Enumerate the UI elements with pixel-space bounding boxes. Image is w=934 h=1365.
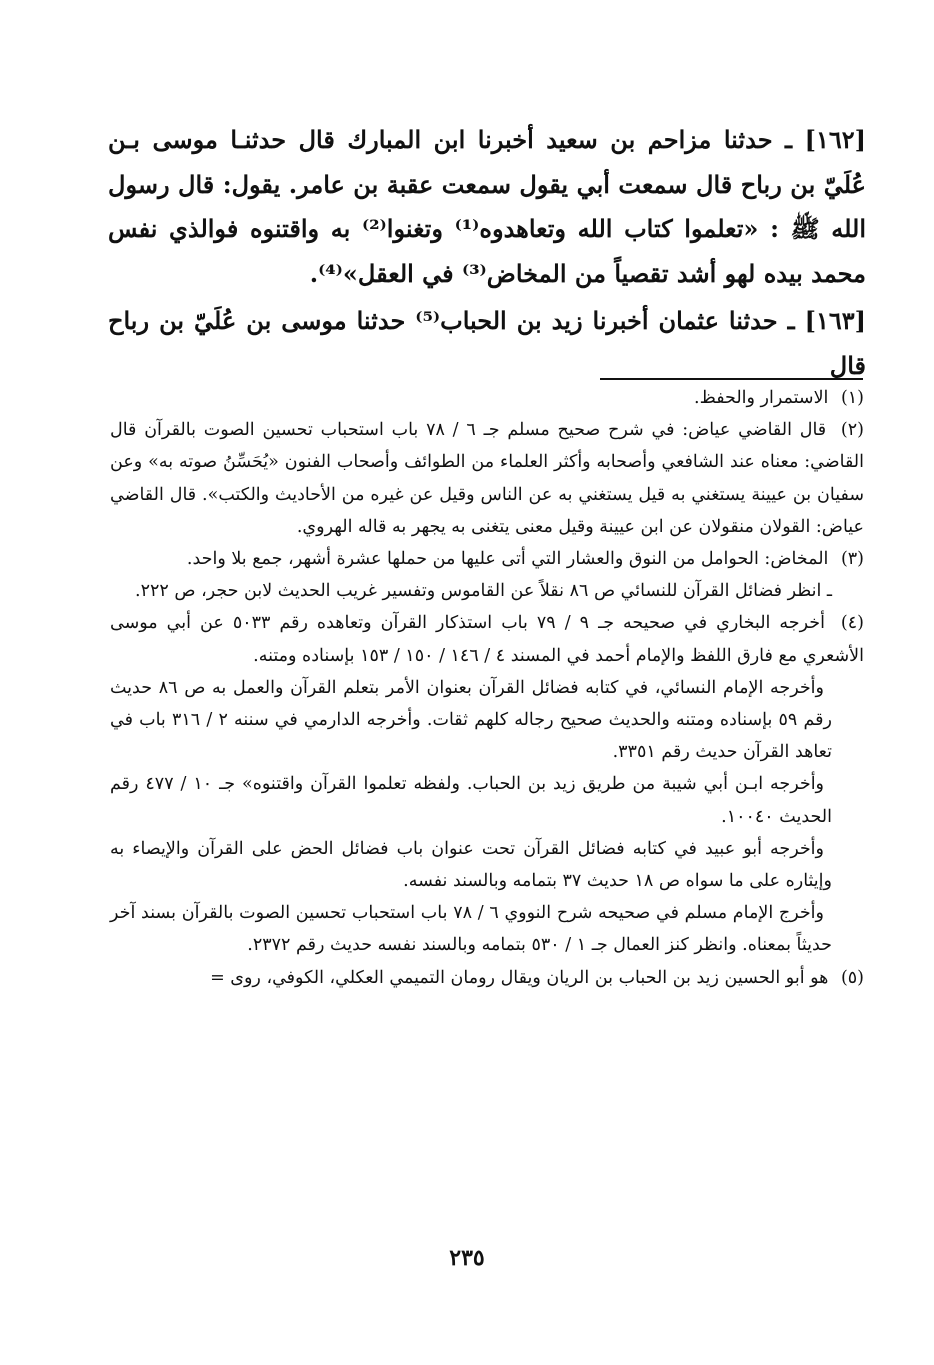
footnote-4-paragraph: وأخرجه أبو عبيد في كتابه فضائل القرآن تحت عنوان باب فضائل الحض على القرآن والإيصاء به وإيثاره على ما سواه ص ١٨ حديث ٣٧ بتمامه وبالسند نفسه.: [110, 838, 832, 892]
main-text: [108, 118, 866, 388]
footnote-separator: [600, 378, 863, 380]
footnote-4-paragraph: وأخرجه ابـن أبي شيبة من طريق زيد بن الحباب. ولفظه تعلموا القرآن واقتنوه» جـ ١٠ / ٤٧٧ رقم الحديث ١٠٠٤٠.: [110, 774, 832, 827]
footnote-text: قال القاضي عياض: في شرح صحيح مسلم جـ ٦ / ٧٨ باب استحباب تحسين الصوت بالقرآن قال القاضي: معناه عند الشافعي وأصحابه وأكثر العلماء من الطوائف وأصحاب الفنون «يُحَسِّنُ صوته به» وعن سفيان بن عيينة يستغني به قيل يستغني به عن الناس وقيل عن غيره من الأحاديث والكتب». قال القاضي عياض: القولان منقولان عن ابن عيينة وقيل معنى يتغنى به يجهر به قاله الهروي.: [110, 420, 864, 537]
footnote-3: [110, 543, 864, 575]
footnote-marker: (٥): [840, 967, 864, 988]
hadith-text: ـ حدثنا مزاحم بن سعيد أخبرنا ابن المبارك قال حدثنـا موسى بـن عُلَيّ بن رباح قال سمعت أبي يقول سمعت عقبة بن عامر. يقول: قال رسول الله ﷺ : «تعلموا كتاب الله وتعاهدوه⁽¹⁾ وتغنوا⁽²⁾ به واقتنوه فوالذي نفس محمد بيده لهو أشد تقصياً من المخاض⁽³⁾ في العقل»⁽⁴⁾.: [108, 125, 867, 288]
page-number: ٢٣٥: [449, 1245, 485, 1271]
footnote-4-paragraph: وأخرج الإمام مسلم في صحيحه شرح النووي ٦ / ٧٨ باب استحباب تحسين الصوت بالقرآن بسند آخر حديثاً بمعناه. وانظر كنز العمال جـ ١ / ٥٣٠ بتمامه وبالسند نفسه حديث رقم ٢٣٧٢.: [110, 903, 832, 956]
hadith-text: ـ حدثنا عثمان أخبرنا زيد بن الحباب⁽⁵⁾ حدثنا موسى بن عُلَيّ بن رباح قال: [108, 306, 866, 380]
hadith-number: [١٦٢]: [804, 125, 867, 154]
footnote-4-paragraph: وأخرجه الإمام النسائي، في كتابه فضائل القرآن بعنوان الأمر بتعلم القرآن والعمل به ص ٨٦ حديث رقم ٥٩ بإسناده ومتنه والحديث صحيح رجاله كلهم ثقات. وأخرجه الدارمي في سننه ٢ / ٣١٦ باب في تعاهد القرآن حديث رقم ٣٣٥١.: [110, 677, 832, 763]
hadith-163: [108, 299, 866, 388]
hadith-number: [١٦٣]: [804, 306, 867, 335]
footnote-marker: (٣): [840, 549, 864, 570]
footnote-text: الاستمرار والحفظ.: [694, 388, 829, 408]
footnote-4: [110, 607, 864, 671]
footnote-1: [110, 382, 864, 414]
hadith-162: [108, 118, 866, 296]
footnote-text: أخرجه البخاري في صحيحه جـ ٩ / ٧٩ باب استذكار القرآن وتعاهده رقم ٥٠٣٣ عن أبي موسى الأشعري مع فارق اللفظ والإمام أحمد في المسند ٤ / ١٤٦ / ١٥٠ / ١٥٣ بإسناده ومتنه.: [110, 613, 864, 666]
footnote-marker: (٤): [840, 613, 864, 634]
footnote-2: [110, 414, 864, 543]
footnote-marker: (١): [840, 388, 864, 408]
footnote-3-extra: ـ انظر فضائل القرآن للنسائي ص ٨٦ نقلاً عن القاموس وتفسير غريب الحديث لابن حجر، ص ٢٢٢.: [135, 581, 832, 602]
footnote-marker: (٢): [840, 420, 864, 441]
footnote-text: هو أبو الحسين زيد بن الحباب بن الريان ويقال رومان التميمي العكلي، الكوفي، روى =: [210, 967, 829, 988]
footnotes: [110, 382, 864, 994]
footnote-text: المخاض: الحوامل من النوق والعشار التي أتى عليها من حملها عشرة أشهر، جمع بلا واحد.: [186, 549, 829, 570]
footnote-5: [110, 962, 864, 994]
